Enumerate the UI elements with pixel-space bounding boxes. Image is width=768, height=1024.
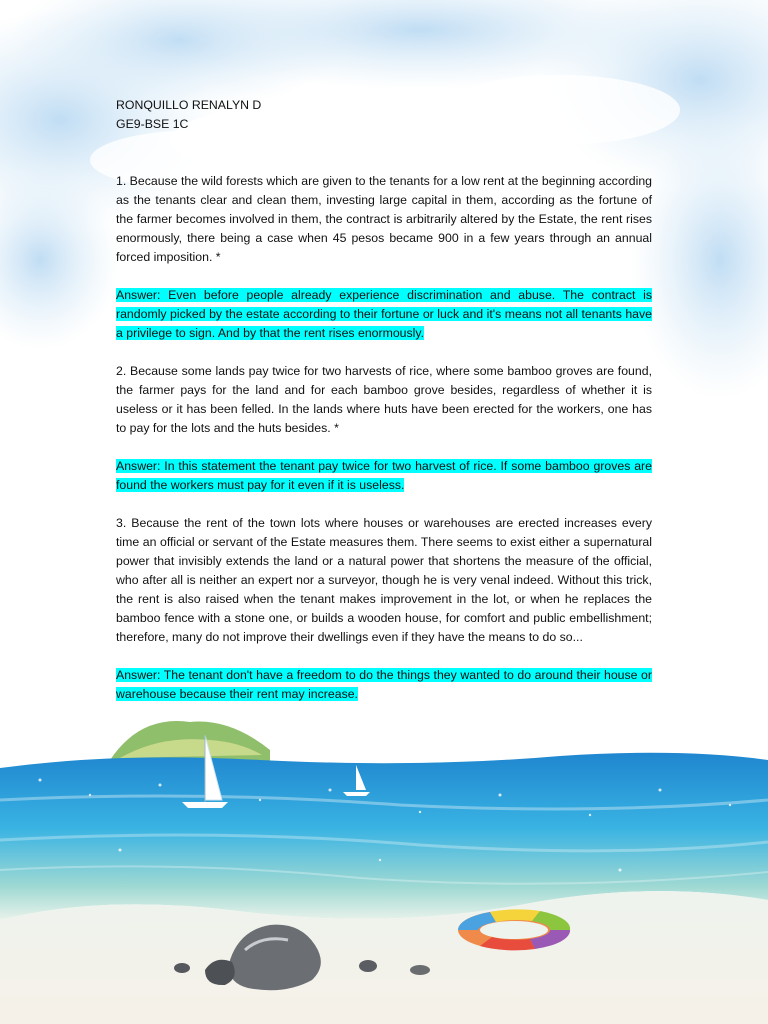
answer-3-text: Answer: The tenant don't have a freedom to do the things they wanted to do around their house or warehouse because their rent may increase. — [116, 668, 652, 701]
answer-2 — [116, 457, 652, 495]
answer-2-text: Answer: In this statement the tenant pay twice for two harvest of rice. If some bamboo groves are found the workers must pay for it even if it is useless. — [116, 459, 652, 492]
question-1: 1. Because the wild forests which are given to the tenants for a low rent at the beginning according as the tenants clear and clean them, investing large capital in them, according as the fortune of the farmer becomes involved in them, the contract is arbitrarily altered by the Estate, the rent rises enormously, there being a case when 45 pesos became 900 in a few years through an annual forced imposition. * — [116, 174, 652, 264]
question-2: 2. Because some lands pay twice for two harvests of rice, where some bamboo groves are found, the farmer pays for the land and for each bamboo grove besides, regardless of whether it is useless or it has been felled. In the lands where huts have been erected for the workers, one has to pay for the lots and the huts besides. * — [116, 364, 652, 435]
island-icon — [110, 721, 270, 762]
answer-1-text: Answer: Even before people already experience discrimination and abuse. The contract is randomly picked by the estate according to their fortune or luck and it's means not all tenants have a privilege to sign. And by that the rent rises enormously. — [116, 288, 652, 340]
student-section: GE9-BSE 1C — [116, 117, 189, 131]
answer-1 — [116, 286, 652, 343]
question-3: 3. Because the rent of the town lots where houses or warehouses are erected increases every time an official or servant of the Estate measures them. There seems to exist either a supernatural power that invisibly extends the land or a natural power that shortens the measure of the official, who after all is neither an expert nor a surveyor, though he is very venal indeed. Without this trick, the rent is also raised when the tenant makes improvement in the lot, or when he replaces the bamboo fence with a stone one, or builds a wooden house, for comfort and public embellishment; therefore, many do not improve their dwellings even if they have the means to do so... — [116, 516, 652, 644]
answer-3 — [116, 666, 652, 704]
student-name: RONQUILLO RENALYN D — [116, 98, 262, 112]
document-body — [116, 96, 652, 704]
